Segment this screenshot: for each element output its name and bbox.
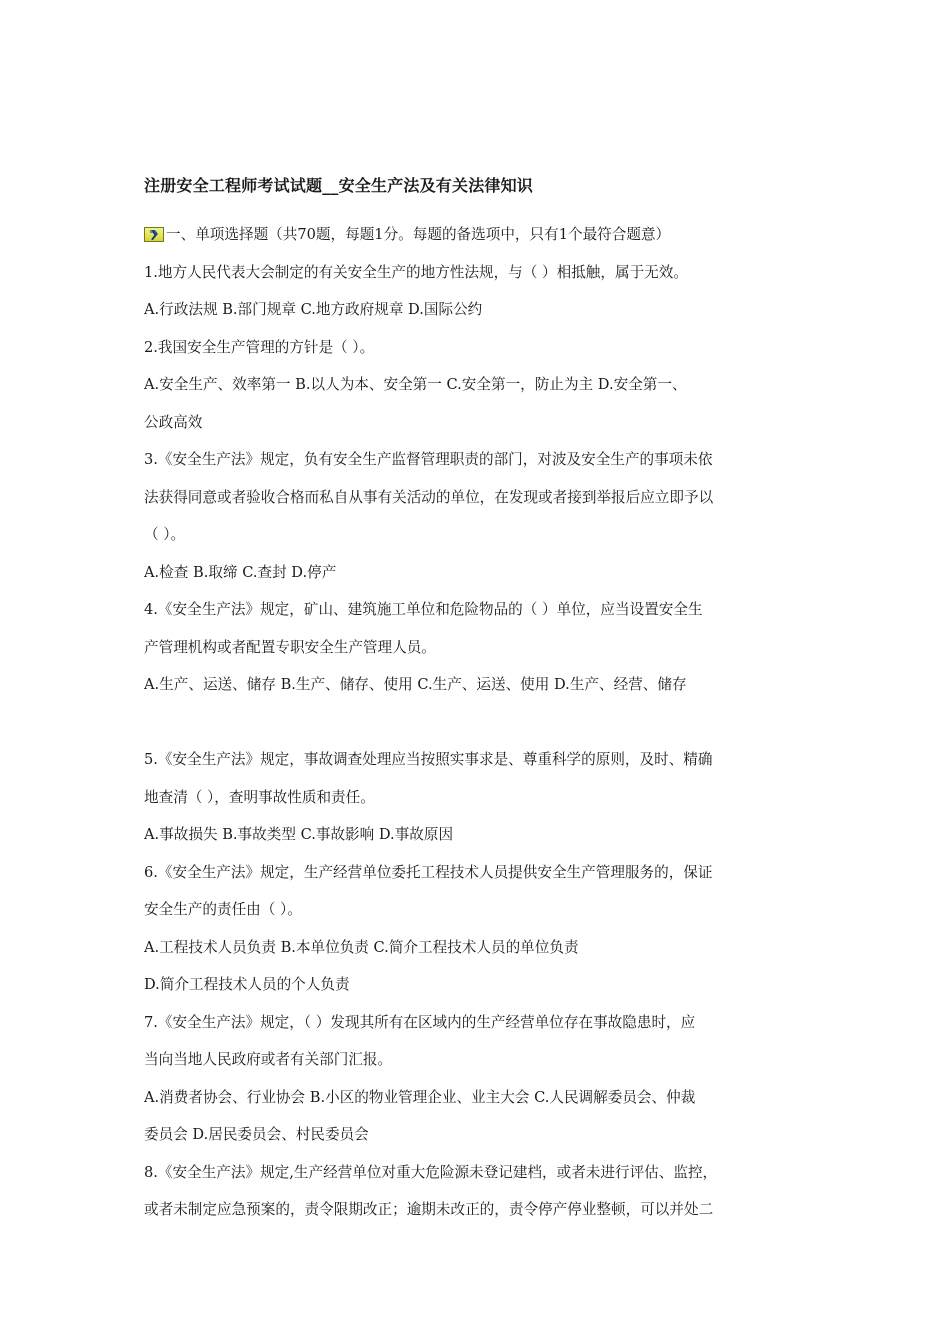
- question-8-line-1: 8.《安全生产法》规定,生产经营单位对重大危险源未登记建档，或者未进行评估、监控，: [144, 1163, 718, 1181]
- question-7-options-line-1: A.消费者协会、行业协会 B.小区的物业管理企业、业主大会 C.人民调解委员会、仲裁: [144, 1088, 696, 1106]
- bookmark-icon: [144, 227, 164, 242]
- question-4-line-1: 4.《安全生产法》规定，矿山、建筑施工单位和危险物品的（ ）单位，应当设置安全生: [144, 601, 703, 618]
- question-1-line-1: 1.地方人民代表大会制定的有关安全生产的地方性法规，与（ ）相抵触，属于无效。: [144, 263, 688, 281]
- question-3-line-2: 法获得同意或者验收合格而私自从事有关活动的单位，在发现或者接到举报后应立即予以: [144, 488, 714, 506]
- question-2-line-1: 2.我国安全生产管理的方针是（ ）。: [144, 338, 375, 356]
- question-4-line-2: 产管理机构或者配置专职安全生产管理人员。: [144, 638, 436, 656]
- question-8-line-2: 或者未制定应急预案的，责令限期改正；逾期未改正的，责令停产停业整顿，可以并处二: [144, 1201, 714, 1218]
- question-5-options: A.事故损失 B.事故类型 C.事故影响 D.事故原因: [144, 826, 454, 843]
- question-1-options: A.行政法规 B.部门规章 C.地方政府规章 D.国际公约: [144, 301, 483, 318]
- question-3-options: A.检查 B.取缔 C.查封 D.停产: [144, 563, 337, 581]
- section-label: 一、单项选择题（共70题，每题1分。每题的备选项中，只有1个最符合题意）: [166, 226, 671, 243]
- question-5-line-1: 5.《安全生产法》规定，事故调查处理应当按照实事求是、尊重科学的原则，及时、精确: [144, 751, 713, 768]
- question-3-line-1: 3.《安全生产法》规定，负有安全生产监督管理职责的部门，对波及安全生产的事项未依: [144, 451, 713, 468]
- question-2-options-line-2: 公政高效: [144, 413, 203, 431]
- section-heading: [144, 216, 809, 254]
- document-title: 注册安全工程师考试试题__安全生产法及有关法律知识: [144, 176, 534, 195]
- blank-line: [144, 704, 809, 742]
- question-4-options: A.生产、运送、储存 B.生产、储存、使用 C.生产、运送、使用 D.生产、经营、储存: [144, 676, 687, 693]
- question-6-line-2: 安全生产的责任由（ ）。: [144, 901, 302, 918]
- question-6-options-line-1: A.工程技术人员负责 B.本单位负责 C.简介工程技术人员的单位负责: [144, 938, 579, 956]
- question-5-line-2: 地查清（ ），查明事故性质和责任。: [144, 788, 375, 806]
- question-6-options-line-2: D.简介工程技术人员的个人负责: [144, 976, 350, 993]
- question-3-line-3: （ ）。: [144, 526, 186, 543]
- question-2-options-line-1: A.安全生产、效率第一 B.以人为本、安全第一 C.安全第一，防止为主 D.安全第一、: [144, 376, 687, 393]
- question-7-options-line-2: 委员会 D.居民委员会、村民委员会: [144, 1126, 369, 1143]
- question-6-line-1: 6.《安全生产法》规定，生产经营单位委托工程技术人员提供安全生产管理服务的，保证: [144, 863, 713, 881]
- document-body: [144, 170, 809, 1229]
- question-7-line-2: 当向当地人民政府或者有关部门汇报。: [144, 1051, 393, 1068]
- question-7-line-1: 7.《安全生产法》规定，（ ）发现其所有在区域内的生产经营单位存在事故隐患时，应: [144, 1013, 696, 1031]
